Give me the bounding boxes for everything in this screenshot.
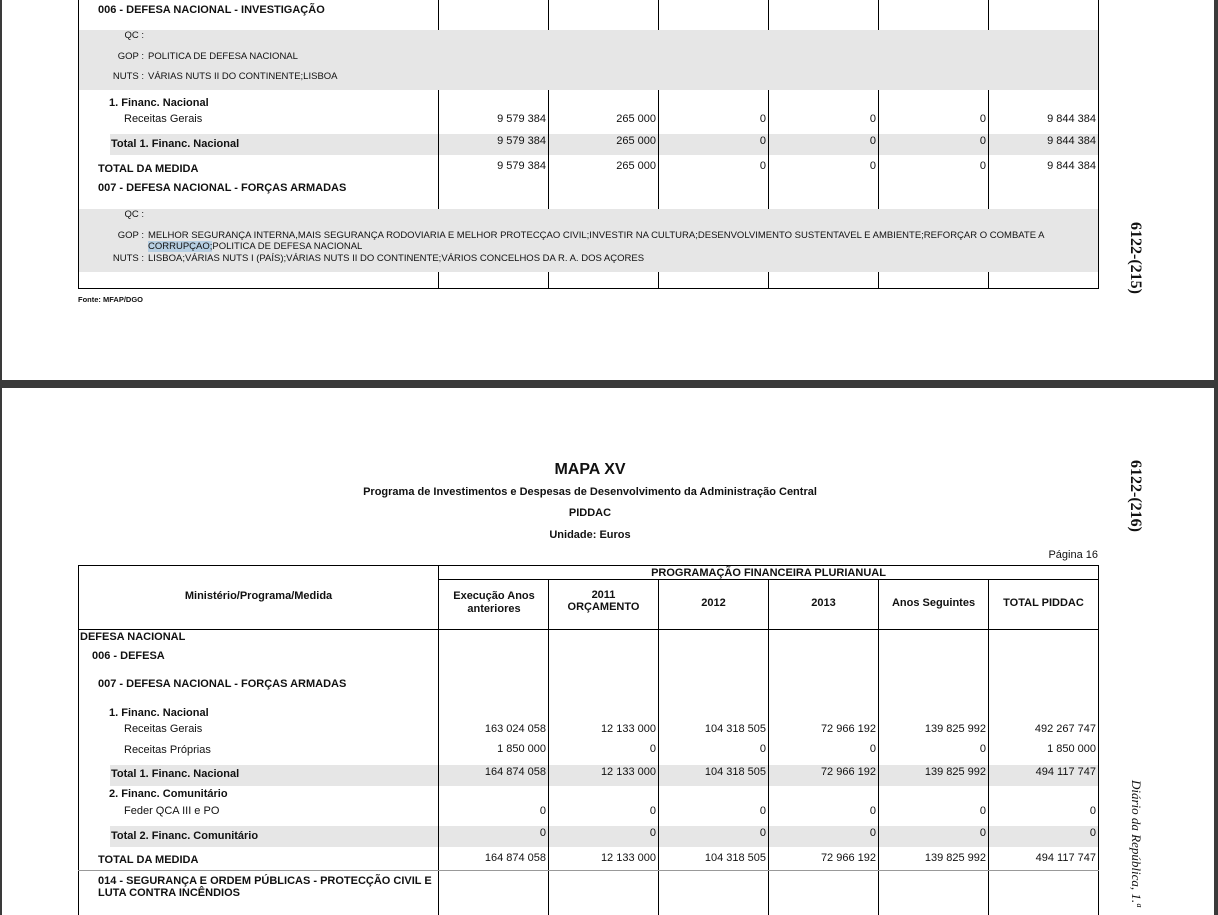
- financ-nacional-heading: 1. Financ. Nacional: [109, 707, 209, 719]
- table-border-top: [78, 565, 1099, 566]
- value-cell: 12 133 000: [600, 766, 656, 778]
- col-sep: [878, 579, 879, 915]
- col-sep: [878, 90, 879, 209]
- value-cell: 1 850 000: [1047, 743, 1096, 755]
- value-cell: 139 825 992: [924, 852, 986, 864]
- value-cell: 139 825 992: [924, 766, 986, 778]
- value-cell: 164 874 058: [484, 852, 546, 864]
- receitas-gerais-label: Receitas Gerais: [124, 723, 203, 735]
- page-6122-216: [2, 388, 1214, 915]
- header-2011-year: 2011: [591, 589, 616, 601]
- col-sep: [878, 272, 879, 288]
- gop-value-line2-rest: POLITICA DE DEFESA NACIONAL: [212, 241, 363, 252]
- value-cell: 163 024 058: [484, 723, 546, 735]
- value-cell: 494 117 747: [1035, 766, 1096, 778]
- qc-label: QC :: [124, 209, 144, 220]
- nuts-value: LISBOA;VÁRIAS NUTS I (PAÍS);VÁRIAS NUTS II DO CONTINENTE;VÁRIOS CONCELHOS DA R. A. DOS AÇORES: [148, 253, 645, 264]
- table-border-right: [1098, 0, 1099, 288]
- value-cell: 12 133 000: [600, 852, 656, 864]
- value-cell: 72 966 192: [820, 766, 876, 778]
- col-sep: [768, 579, 769, 915]
- gop-value-line1: MELHOR SEGURANÇA INTERNA,MAIS SEGURANÇA RODOVIARIA E MELHOR PROTECÇAO CIVIL;INVESTIR NA CULTURA;DESENVOLVIMENTO SUSTENTAVEL E AMBIENTE;REFORÇAR O COMBATE A: [148, 230, 1045, 241]
- value-cell: 0: [649, 827, 656, 839]
- financ-nacional-heading: 1. Financ. Nacional: [109, 97, 209, 109]
- page-6122-215: [2, 0, 1214, 380]
- col-sep: [878, 0, 879, 30]
- value-cell: 0: [869, 805, 876, 817]
- header-execucao: Execução Anos anteriores: [453, 590, 535, 615]
- table-border-left: [78, 0, 79, 288]
- value-cell: 0: [759, 743, 766, 755]
- total-medida-label: TOTAL DA MEDIDA: [98, 163, 199, 175]
- piddac-label: PIDDAC: [568, 507, 612, 519]
- col-sep: [768, 90, 769, 209]
- header-total-piddac: TOTAL PIDDAC: [1003, 597, 1084, 609]
- value-cell: 72 966 192: [820, 852, 876, 864]
- table-border-bottom: [78, 288, 1099, 289]
- col-sep: [658, 272, 659, 288]
- value-cell: 0: [759, 113, 766, 125]
- row-separator: [78, 870, 1099, 871]
- value-cell: 0: [759, 805, 766, 817]
- value-cell: 494 117 747: [1035, 852, 1096, 864]
- value-cell: 265 000: [616, 113, 656, 125]
- value-cell: 0: [539, 805, 546, 817]
- value-cell: 104 318 505: [704, 723, 766, 735]
- value-cell: 9 579 384: [497, 135, 546, 147]
- col-sep: [548, 0, 549, 30]
- receitas-proprias-label: Receitas Próprias: [124, 744, 211, 756]
- value-cell: 0: [649, 805, 656, 817]
- measure-007-title: 007 - DEFESA NACIONAL - FORÇAS ARMADAS: [98, 182, 347, 194]
- col-sep: [768, 272, 769, 288]
- value-cell: 0: [869, 135, 876, 147]
- text-selection-highlight[interactable]: CORRUPÇAO;: [148, 241, 213, 252]
- value-cell: 9 844 384: [1047, 135, 1096, 147]
- value-cell: 265 000: [616, 135, 656, 147]
- header-2012: 2012: [701, 597, 726, 609]
- value-cell: 104 318 505: [704, 852, 766, 864]
- value-cell: 0: [979, 827, 986, 839]
- header-orcamento: ORÇAMENTO: [567, 601, 640, 613]
- value-cell: 0: [979, 743, 986, 755]
- nuts-value: VÁRIAS NUTS II DO CONTINENTE;LISBOA: [148, 71, 338, 82]
- col-sep: [658, 579, 659, 915]
- value-cell: 0: [759, 135, 766, 147]
- qc-label: QC :: [124, 30, 144, 41]
- value-cell: 492 267 747: [1034, 723, 1096, 735]
- col-sep: [988, 90, 989, 209]
- total-financ-nacional-label: Total 1. Financ. Nacional: [111, 768, 240, 780]
- value-cell: 164 874 058: [484, 766, 546, 778]
- col-sep: [658, 90, 659, 209]
- gop-value: POLITICA DE DEFESA NACIONAL: [148, 51, 298, 62]
- feder-label: Feder QCA III e PO: [124, 805, 220, 817]
- receitas-gerais-label: Receitas Gerais: [124, 113, 203, 125]
- total-financ-comunitario-label: Total 2. Financ. Comunitário: [111, 830, 259, 842]
- header-2013: 2013: [811, 597, 836, 609]
- value-cell: 0: [649, 743, 656, 755]
- col-sep: [988, 0, 989, 30]
- nuts-label: NUTS :: [112, 253, 144, 264]
- value-cell: 12 133 000: [600, 723, 656, 735]
- total-financ-nacional-label: Total 1. Financ. Nacional: [111, 138, 240, 150]
- table-border-right: [1098, 565, 1099, 915]
- value-cell: 0: [869, 743, 876, 755]
- source-note: Fonte: MFAP/DGO: [78, 295, 143, 304]
- value-cell: 0: [869, 113, 876, 125]
- col-sep: [438, 0, 439, 30]
- value-cell: 0: [979, 135, 986, 147]
- col-sep: [438, 272, 439, 288]
- gop-label: GOP :: [117, 51, 144, 62]
- total-medida-label: TOTAL DA MEDIDA: [98, 854, 199, 866]
- journal-title-side: Diário da República, 1.ª: [1129, 780, 1144, 907]
- measure-014-title-line1: 014 - SEGURANÇA E ORDEM PÚBLICAS - PROTECÇÃO CIVIL E: [98, 875, 432, 887]
- value-cell: 1 850 000: [497, 743, 546, 755]
- col-sep: [548, 90, 549, 209]
- value-cell: 9 579 384: [497, 160, 546, 172]
- map-subtitle: Programa de Investimentos e Despesas de Desenvolvimento da Administração Central: [363, 486, 817, 498]
- nuts-label: NUTS :: [112, 71, 144, 82]
- measure-007-title: 007 - DEFESA NACIONAL - FORÇAS ARMADAS: [98, 678, 347, 690]
- value-cell: 265 000: [616, 160, 656, 172]
- col-sep: [988, 579, 989, 915]
- col-sep: [438, 90, 439, 209]
- col-sep: [548, 272, 549, 288]
- col-sep: [438, 565, 439, 915]
- value-cell: 0: [539, 827, 546, 839]
- value-cell: 9 579 384: [497, 113, 546, 125]
- financ-comunitario-heading: 2. Financ. Comunitário: [109, 788, 228, 800]
- gop-value-line2: [148, 241, 362, 252]
- unit-label: Unidade: Euros: [549, 529, 631, 541]
- value-cell: 0: [869, 160, 876, 172]
- value-cell: 139 825 992: [924, 723, 986, 735]
- value-cell: 9 844 384: [1047, 160, 1096, 172]
- value-cell: 72 966 192: [820, 723, 876, 735]
- header-group: PROGRAMAÇÃO FINANCEIRA PLURIANUAL: [651, 567, 886, 579]
- value-cell: 9 844 384: [1047, 113, 1096, 125]
- measure-006-title: 006 - DEFESA NACIONAL - INVESTIGAÇÃO: [98, 4, 325, 16]
- measure-014-title-line2: LUTA CONTRA INCÊNDIOS: [98, 887, 240, 899]
- page-number-side: 6122-(216): [1127, 460, 1144, 532]
- program-label: 006 - DEFESA: [92, 650, 165, 662]
- page-indicator: Página 16: [1048, 549, 1098, 561]
- table-border-left: [78, 565, 79, 915]
- col-sep: [548, 579, 549, 915]
- header-anos-seguintes: Anos Seguintes: [891, 597, 976, 609]
- value-cell: 0: [759, 160, 766, 172]
- value-cell: 104 318 505: [704, 766, 766, 778]
- header-bottom-line: [78, 629, 1099, 630]
- col-sep: [768, 0, 769, 30]
- col-sep: [988, 272, 989, 288]
- value-cell: 0: [979, 805, 986, 817]
- value-cell: 0: [1089, 827, 1096, 839]
- page-number-side: 6122-(215): [1127, 222, 1144, 294]
- ministry-label: DEFESA NACIONAL: [80, 631, 186, 643]
- value-cell: 0: [1089, 805, 1096, 817]
- gop-label: GOP :: [117, 230, 144, 241]
- map-title: MAPA XV: [554, 461, 626, 478]
- value-cell: 0: [759, 827, 766, 839]
- col-sep: [658, 0, 659, 30]
- value-cell: 0: [979, 113, 986, 125]
- header-ministerio: Ministério/Programa/Medida: [184, 590, 333, 602]
- value-cell: 0: [869, 827, 876, 839]
- value-cell: 0: [979, 160, 986, 172]
